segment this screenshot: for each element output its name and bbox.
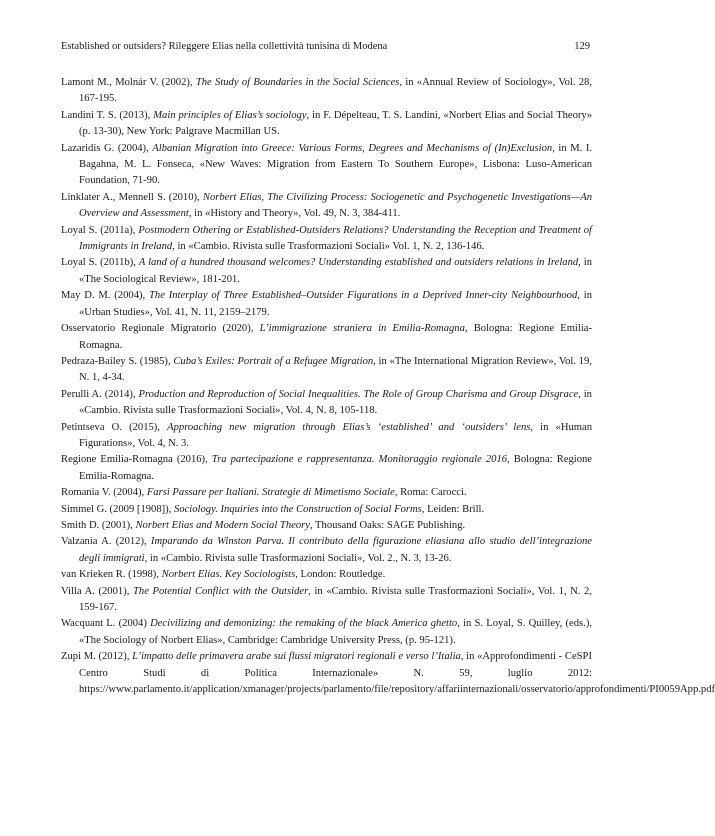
reference-title: The Study of Boundaries in the Social Sciences xyxy=(195,77,400,88)
reference-author: Smith D. (2001), xyxy=(61,519,136,531)
reference-details: , in «Cambio. Rivista sulle Trasformazioni Sociali», Vol. 1, N. 2, 159-167. xyxy=(79,585,593,613)
reference-details: , London: Routledge. xyxy=(295,569,386,581)
reference-details: , in «Human Figurations», Vol. 4, N. 3. xyxy=(79,421,593,449)
reference-title: Norbert Elias, The Civilizing Process: Sociogenetic and Psychogenetic Investigations—An Overview and Assessment xyxy=(79,191,592,220)
reference-author: Petintseva O. (2015), xyxy=(61,421,168,433)
reference-author: Lamont M., Molnár V. (2002), xyxy=(61,77,196,88)
reference-author: Simmel G. (2009 [1908]), xyxy=(61,503,174,515)
reference-details: , in «The Sociological Review», 181-201. xyxy=(79,257,592,285)
reference-author: Valzania A. (2012), xyxy=(61,536,151,548)
reference-entry xyxy=(61,534,592,567)
reference-entry xyxy=(61,584,592,617)
reference-entry xyxy=(61,288,592,321)
reference-details: , Thousand Oaks: SAGE Publishing. xyxy=(309,519,466,531)
reference-title: L’impatto delle primavera arabe sui flussi migratori regionali e verso l’Italia xyxy=(132,651,461,663)
reference-details: , Bologna: Regione Emilia-Romagna. xyxy=(79,323,592,351)
reference-details: , in «Annual Review of Sociology», Vol. 28, 167-195. xyxy=(79,77,592,105)
reference-entry xyxy=(61,223,592,256)
reference-details: , in «Cambio. Rivista sulle Trasformazioni Sociali», Vol. 4, N. 8, 105-118. xyxy=(79,388,592,417)
reference-title: Production and Reproduction of Social Inequalities. The Role of Group Charisma and Group Disgrace xyxy=(138,388,579,400)
reference-title: L’immigrazione straniera in Emilia-Romagna xyxy=(259,323,465,335)
reference-entry xyxy=(61,190,592,223)
reference-title: Tra partecipazione e rappresentanza. Monitoraggio regionale 2016 xyxy=(211,454,508,466)
reference-title: The Interplay of Three Established–Outsider Figurations in a Deprived Inner-city Neighbourhood xyxy=(149,290,578,302)
reference-details: , Roma: Carocci. xyxy=(394,487,467,499)
reference-entry xyxy=(61,452,592,485)
reference-details: , in S. Loyal, S. Quilley, (eds.), «The Sociology of Norbert Elias», Cambridge: Cambridge University Press, (p. 95-121). xyxy=(79,618,592,646)
reference-author: May D. M. (2004), xyxy=(61,290,149,302)
reference-title: A land of a hundred thousand welcomes? Understanding established and outsiders relations in Ireland xyxy=(138,257,579,269)
reference-title: Postmodern Othering or Established-Outsiders Relations? Understanding the Reception and Treatment of Immigrants in Ireland xyxy=(79,224,592,253)
reference-details: , in «Approfondimenti - CeSPI Centro Studi di Politica Internazionale» N. 59, luglio 2012: https://www.parlamento.it/application/xmanager/projects/parlamento/file/repository/affariinternazionali/osservatorio/approfondimenti/PI0059App.pdf xyxy=(79,651,715,696)
reference-entry xyxy=(61,354,592,387)
reference-details: , in «Urban Studies», Vol. 41, N. 11, 2159–2179. xyxy=(79,290,592,318)
reference-title: Sociology. Inquiries into the Construction of Social Forms xyxy=(174,503,422,515)
reference-author: Loyal S. (2011a), xyxy=(61,224,139,236)
running-title: Established or outsiders? Rileggere Elias nella collettività tunisina di Modena xyxy=(61,41,388,52)
reference-entry xyxy=(61,502,592,518)
reference-entry xyxy=(61,255,592,288)
reference-entry xyxy=(61,108,592,141)
reference-author: Romania V. (2004), xyxy=(61,487,147,499)
reference-title: Norbert Elias. Key Sociologists xyxy=(161,569,296,581)
reference-details: , in «The International Migration Review», Vol. 19, N. 1, 4-34. xyxy=(79,355,592,384)
reference-details: , in «History and Theory», Vol. 49, N. 3, 384-411. xyxy=(188,208,401,220)
reference-details: , in F. Dépelteau, T. S. Landini, «Norbert Elias and Social Theory» (p. 13-30), New York: Palgrave Macmillan US. xyxy=(79,109,592,138)
reference-details: , in «Cambio. Rivista sulle Trasformazioni Sociali», Vol. 2., N. 3, 13-26. xyxy=(144,552,452,564)
reference-title: Albanian Migration into Greece: Various Forms, Degrees and Mechanisms of (In)Exclusion xyxy=(152,142,553,154)
reference-entry xyxy=(61,387,592,420)
reference-details: , Bologna: Regione Emilia-Romagna. xyxy=(79,454,593,482)
reference-entry xyxy=(61,567,592,583)
reference-title: Imparando da Winston Parva. Il contributo della figurazione eliasiana allo studio dell’integrazione degli immigrati xyxy=(79,536,592,564)
reference-author: Regione Emilia-Romagna (2016), xyxy=(61,454,212,466)
reference-title: Decivilizing and demonizing: the remaking of the black America ghetto xyxy=(150,618,458,630)
reference-author: Villa A. (2001), xyxy=(61,585,133,597)
reference-entry xyxy=(61,420,592,453)
reference-title: The Potential Conflict with the Outsider xyxy=(133,585,309,597)
reference-title: Main principles of Elias’s sociology xyxy=(153,109,307,121)
reference-title: Farsi Passare per Italiani. Strategie di Mimetismo Sociale xyxy=(146,487,395,499)
reference-entry xyxy=(61,141,592,190)
reference-author: Wacquant L. (2004) xyxy=(61,618,151,630)
reference-author: Zupi M. (2012), xyxy=(61,651,133,663)
reference-details: , in M. I. Bagahna, M. L. Fonseca, «New Waves: Migration from Eastern To Southern Europe», Lisbona: Luso-American Foundation, 71-90. xyxy=(79,142,593,187)
reference-entry xyxy=(61,616,592,649)
reference-author: Pedraza-Bailey S. (1985), xyxy=(61,355,174,367)
reference-entry xyxy=(61,321,592,354)
reference-author: van Krieken R. (1998), xyxy=(61,569,162,581)
reference-title: Cuba’s Exiles: Portrait of a Refugee Migration xyxy=(173,355,374,367)
page-number: 129 xyxy=(574,41,590,52)
reference-author: Loyal S. (2011b), xyxy=(61,257,139,269)
reference-author: Osservatorio Regionale Migratorio (2020), xyxy=(61,323,260,335)
reference-title: Approaching new migration through Elias’s ‘established’ and ‘outsiders’ lens xyxy=(167,421,531,433)
page-header xyxy=(61,41,590,57)
reference-entry xyxy=(61,649,715,698)
reference-entry xyxy=(61,485,592,501)
reference-author: Landini T. S. (2013), xyxy=(61,109,154,121)
reference-list xyxy=(61,75,715,698)
reference-title: Norbert Elias and Modern Social Theory xyxy=(135,519,310,531)
reference-author: Linklater A., Mennell S. (2010), xyxy=(61,191,203,203)
reference-author: Lazaridis G. (2004), xyxy=(61,142,153,154)
reference-details: , Leiden: Brill. xyxy=(421,503,485,515)
reference-details: , in «Cambio. Rivista sulle Trasformazioni Sociali» Vol. 1, N. 2, 136-146. xyxy=(172,241,485,253)
reference-entry xyxy=(61,518,592,534)
reference-entry xyxy=(61,75,592,108)
reference-author: Perulli A. (2014), xyxy=(61,388,139,400)
